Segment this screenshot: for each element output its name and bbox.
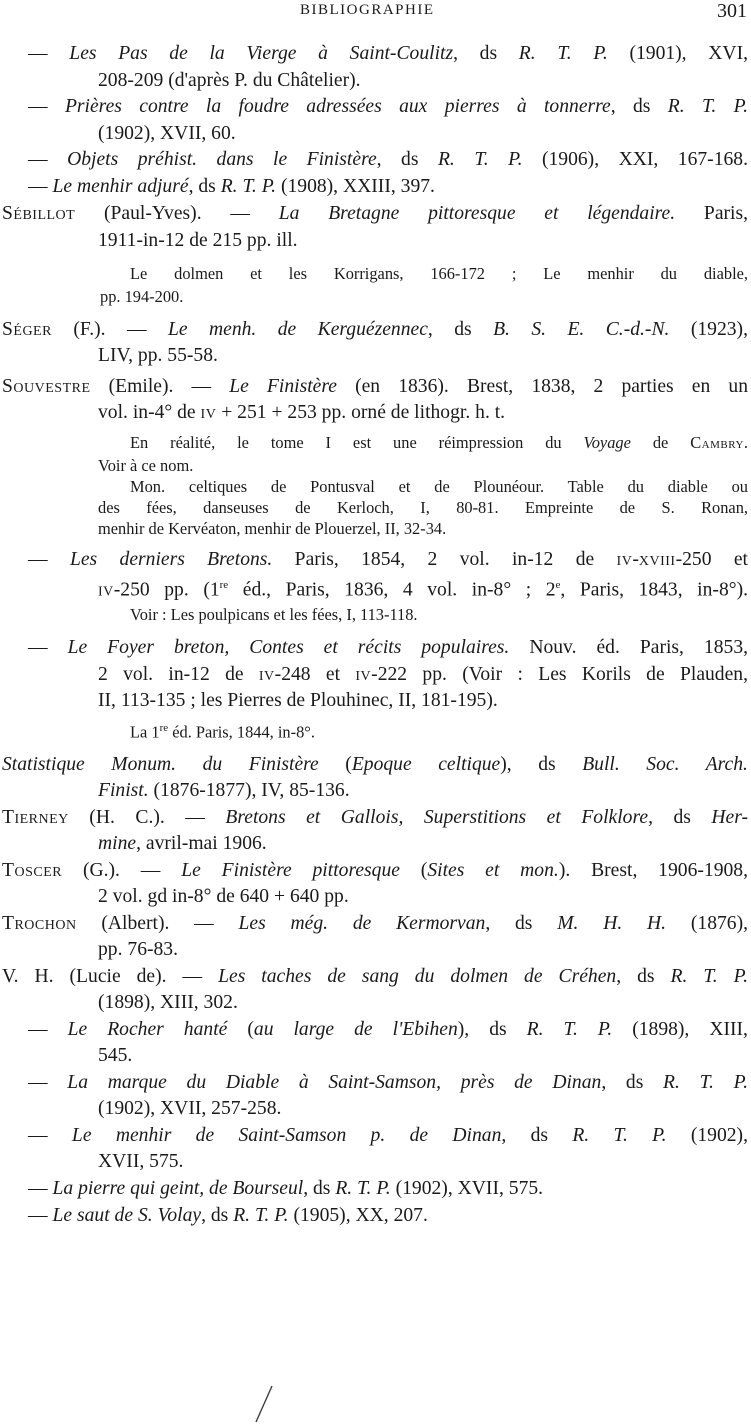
page-header — [0, 0, 751, 24]
text-line: — Prières contre la foudre adressées aux pierres à tonnerre, ds R. T. P. — [28, 96, 749, 117]
text-line: Tierney (H. C.). — Bretons et Gallois, Superstitions et Folklore, ds Her- — [2, 807, 749, 828]
text-line: 545. — [98, 1045, 133, 1066]
page-number: 301 — [717, 0, 747, 22]
text-line: (1902), XVII, 257-258. — [98, 1098, 282, 1119]
text-line: 208-209 (d'après P. du Châtelier). — [98, 70, 361, 91]
text-line: mine, avril-mai 1906. — [98, 833, 267, 854]
text-line: V. H. (Lucie de). — Les taches de sang du dolmen de Créhen, ds R. T. P. — [2, 966, 748, 987]
text-line: — Objets préhist. dans le Finistère, ds R. T. P. (1906), XXI, 167-168. — [28, 149, 748, 170]
text-line: — Les derniers Bretons. Paris, 1854, 2 vol. in-12 de iv-xviii-250 et — [28, 549, 748, 570]
text-line: LIV, pp. 55-58. — [98, 345, 218, 366]
text-line: — Le Rocher hanté (au large de l'Ebihen), ds R. T. P. (1898), XIII, — [28, 1019, 748, 1040]
text-line: pp. 76-83. — [98, 939, 179, 960]
text-line: 1911-in-12 de 215 pp. ill. — [98, 230, 298, 251]
text-line: — Le saut de S. Volay, ds R. T. P. (1905), XX, 207. — [28, 1205, 428, 1226]
text-line: Trochon (Albert). — Les még. de Kermorvan, ds M. H. H. (1876), — [2, 913, 749, 934]
text-line: Toscer (G.). — Le Finistère pittoresque (Sites et mon.). Brest, 1906-1908, — [2, 860, 748, 881]
text-line: — Le Foyer breton, Contes et récits populaires. Nouv. éd. Paris, 1853, — [28, 637, 749, 658]
text-line: XVII, 575. — [98, 1151, 184, 1172]
text-line: Sébillot (Paul-Yves). — La Bretagne pittoresque et légendaire. Paris, — [2, 203, 749, 224]
running-title: BIBLIOGRAPHIE — [300, 2, 435, 18]
text-line: (1898), XIII, 302. — [98, 992, 238, 1013]
text-line: — Le menhir adjuré, ds R. T. P. (1908), XXIII, 397. — [28, 176, 435, 197]
text-line: menhir de Kervéaton, menhir de Plouerzel, II, 32-34. — [98, 519, 447, 538]
pencil-mark-icon — [250, 1384, 280, 1424]
text-line: pp. 194-200. — [100, 287, 184, 306]
text-line: — Le menhir de Saint-Samson p. de Dinan, ds R. T. P. (1902), — [28, 1125, 748, 1146]
text-line: Séger (F.). — Le menh. de Kerguézennec, ds B. S. E. C.-d.-N. (1923), — [2, 319, 748, 340]
text-line: des fées, danseuses de Kerloch, I, 80-81. Empreinte de S. Ronan, — [98, 498, 748, 517]
text-line: La 1re éd. Paris, 1844, in-8°. — [130, 722, 315, 742]
text-line: iv-250 pp. (1re éd., Paris, 1836, 4 vol. in-8° ; 2e, Paris, 1843, in-8°). — [98, 579, 748, 601]
text-line: Le dolmen et les Korrigans, 166-172 ; Le menhir du diable, — [130, 264, 748, 283]
text-line: vol. in-4° de iv + 251 + 253 pp. orné de lithogr. h. t. — [98, 402, 506, 423]
text-line: — La pierre qui geint, de Bourseul, ds R. T. P. (1902), XVII, 575. — [28, 1178, 544, 1199]
text-line: Souvestre (Emile). — Le Finistère (en 1836). Brest, 1838, 2 parties en un — [2, 376, 748, 397]
text-line: Finist. (1876-1877), IV, 85-136. — [98, 780, 350, 801]
text-line: Voir : Les poulpicans et les fées, I, 113-118. — [130, 605, 418, 624]
text-line: II, 113-135 ; les Pierres de Plouhinec, II, 181-195). — [98, 690, 498, 711]
text-line: (1902), XVII, 60. — [98, 123, 236, 144]
text-line: 2 vol. in-12 de iv-248 et iv-222 pp. (Voir : Les Korils de Plauden, — [98, 664, 748, 685]
text-line: En réalité, le tome I est une réimpression du Voyage de Cambry. — [130, 433, 748, 452]
text-line: — Les Pas de la Vierge à Saint-Coulitz, ds R. T. P. (1901), XVI, — [28, 43, 748, 64]
text-line: — La marque du Diable à Saint-Samson, près de Dinan, ds R. T. P. — [28, 1072, 748, 1093]
text-line: Mon. celtiques de Pontusval et de Plounéour. Table du diable ou — [130, 477, 748, 496]
text-line: 2 vol. gd in-8° de 640 + 640 pp. — [98, 886, 349, 907]
text-line: Statistique Monum. du Finistère (Epoque celtique), ds Bull. Soc. Arch. — [2, 754, 748, 775]
text-line: Voir à ce nom. — [98, 456, 194, 475]
